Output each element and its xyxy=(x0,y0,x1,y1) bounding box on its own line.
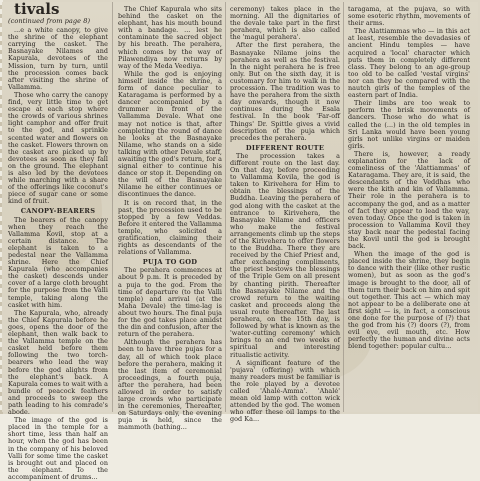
paragraph: A significant feature of the 'pujava' (offering) with which many readers must be familiar is the role played by a devotee called 'Ahalé-Amma'. 'Ahalé' mean old lamp with cotton wick attended by the god. The women who offer these oil lamps to the god Ka... xyxy=(230,358,340,424)
column-rule xyxy=(343,2,344,412)
paragraph: The perahera commences at about 9 p.m. It is preceded by a puja to the god. From the time of departure (to the Valli temple) and arrival (at the Maha Devale) the time-lag is about two hours. The final puja for the god takes place amidst the din and confusion, after the return of the perahera. xyxy=(118,266,222,339)
paragraph: ...e a white canopy, to give the shrine of the elephant carrying the casket. The Basnayake Nilames and Kapurala, devotees of the Mission, turn by turn, until the procession comes back after visiting the shrine of Vallamma. xyxy=(8,26,108,91)
paper-sheet xyxy=(2,0,478,481)
subheading: PUJA TO GOD xyxy=(142,258,198,267)
paragraph: Their limbs are too weak to perform the brisk movements of dancers. Those who do what is called the (...) in the old temples in Sri Lanka would have been young girls not unlike virgins or maiden girls. xyxy=(348,99,470,150)
column-rule xyxy=(225,2,226,412)
subheading: CANOPY-BEARERS xyxy=(20,207,96,216)
paragraph: Although the perahera has been to have three pujas for a day, all of which took place before the perahera, making it the last item of ceremonial proceedings, a fourth puja, after the perahera, had been allowed in order to satisfy large crowds who participate in the ceremonies, Thereafter, on Saturdays only, the evening puja is held, since the mammoth (bathing... xyxy=(118,338,222,432)
paragraph: The image of the god is placed in the temple for a short time, less than half an hour, when the god has been in the company of his beloved Valli for some time the casket is brought out and placed on the elephant. To the accompaniment of drums... xyxy=(8,416,108,481)
headline: tivals xyxy=(14,0,60,18)
subheading: DIFFERENT ROUTE xyxy=(245,143,325,152)
paragraph: Those who carry the canopy find, very little time to get escape at each stop where the crowds of various shrines light camphor and offer fruit to the god, and sprinkle scented water and flowers on the casket. Flowers thrown on the casket are picked up by devotees as soon as they fall on the ground. The elephant is also led by the devotees while marching with a share of the offerings like coconut's piece of sugar cane or some kind of fruit. xyxy=(8,90,109,206)
article-column-1 xyxy=(8,2,108,481)
paragraph: The bearers of the canopy when they reach the Vallamma Kovil, stop at a certain distance. The elephant is taken to a pedestal near the Vallamma shrine. Here the Chief Kapurala (who accompanies the casket) descends under cover of a large cloth brought for the purpose from the Valli temple, taking along the casket with him. xyxy=(8,215,108,309)
paragraph: The Chief Kapurala who sits behind the casket on the elephant, has his mouth bound with a bandage. ... lest he contaminate the sacred object by his breath. The perahera, which comes by the way of Pilawendiya now returns by way of the Meda Veediya. xyxy=(118,5,222,70)
paragraph: After the first perahera, the Basnayake Nilame joins the perahera as well as the festival. In the night perahera he is free only. But on the sixth day, it is customary for him to walk in the procession. The tradition was to have the perahera from the sixth day onwards, though it now continues during the Esala festival. In the book 'Far-off Things' Dr. Spittle gives a vivid description of the puja which precedes the perahera. xyxy=(230,41,340,142)
paragraph: It is on record that, in the past, the procession used to be stopped by a few Veddas. Before it entered the Vallamma temple, who solicited a gratification, claiming their rights as descendants of the relations of Vallamma. xyxy=(118,198,222,257)
column-rule xyxy=(112,2,113,412)
paragraph: taragama, at the pujava, so with some esoteric rhythm, movements of their arms. xyxy=(348,5,470,28)
article-column-3 xyxy=(230,6,340,423)
paragraph: There is, however, a ready explanation for the lack of comeliness of the 'Alattiammas' of Kataragama. They are, it is said, the descendants of the Veddhas who were the kith and kin of Vallamma. Their role in the perahera is to accompany the god, and as a matter of fact they appear to lead the way, even today. Once the god is taken in procession to Vallamma Kovil they stay back near the pedestal facing the Kovil until the god is brought back. xyxy=(348,149,470,251)
paragraph: The procession takes a different route on the last day. On that day, before proceeding to Vallamma Kovila, the god is taken to Kirivehera for Him to obtain the blessings of the Buddha. Leaving the perahera of god along with the casket at the entrance to Kirivehera, the Basnayake Nilame and officers who make the festival arrangements climb up the steps of the Kirivehera to offer flowers to the Buddha. There they are received by the Chief Priest and, after exchanging compliments, the priest bestows the blessings of the Triple Gem on all present by chanting pirith. Thereafter the Basnayake Nilame and the crowd return to the waiting casket and proceeds along the usual route thereafter. The last perahera, on the 15th day, is followed by what is known as the 'water-cutting ceremony' which brings to an end two weeks of spiritual and interesting ritualistic activity. xyxy=(230,151,340,359)
paragraph: ceremony) takes place in the morning. All the dignitaries of the devale take part in the first perahera, which is also called the 'magul perahera'. xyxy=(230,5,340,42)
article-column-2 xyxy=(118,6,222,432)
article-column-4 xyxy=(348,6,470,351)
paragraph: The Alattiammas who — in this act at least, resemble the devadasies of ancient Hindu temples — have acquired a 'local' character which puts them in completely different class. They belong to an age-group too old to be called 'vestal virgins' nor can they be compared with the nautch girls of the temples of the eastern part of India. xyxy=(348,27,470,100)
continued-note: (continued from page 8) xyxy=(8,17,91,25)
paragraph: When the image of the god is placed inside the shrine, they begin to dance with their (like other rustic women), but as soon as the god's image is brought to the door, all of them turn their back on him and spit out together. This act — which may not appear to be a deliberate one at first sight — is, in fact, a conscious one done for the purpose of (?) that the god from his (?) doors (?), from evil eye, evil mouth, etc. How perfectly the human and divine acts blend together: popular cultu... xyxy=(348,250,470,351)
paragraph: The Kapurala, who, already the Chief Kapurala before he goes, opens the door of the elephant, then walk back to the Vallamma temple on the casket held before them following the two torch-bearers who lead the way before the god alights from the elephant's back. A Kapurala comes to wait with a bundle of peacock feathers and proceeds to sweep the path leading to his comrade's abode. xyxy=(8,308,108,417)
paragraph: While the god is enjoying himself inside the shrine, a form of dance peculiar to Kataragama is performed by a dancer accompanied by a drummer in front of the Vallamma Devale. What one may not notice is that, after completing the round of dance he looks at the Basnayake Nilame, who stands on a side talking with other Devale staff, awaiting the god's return, for a signal either to continue his dance or stop it. Depending on the will of the Basnayake Nilame he either continues or discontinues the dance. xyxy=(118,69,222,199)
